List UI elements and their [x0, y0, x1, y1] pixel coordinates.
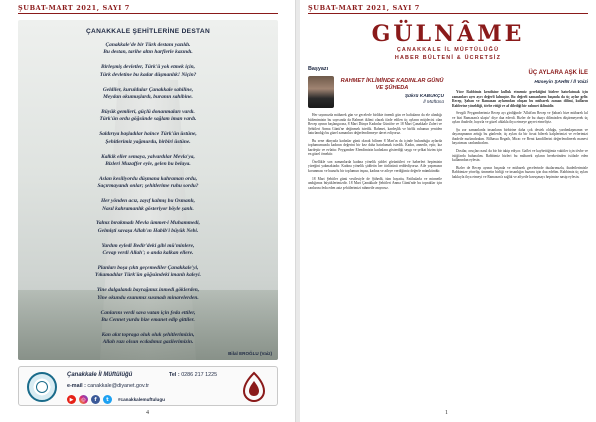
poem-line: Bu destan, tarihe altın harflerle kazındı. [103, 49, 193, 56]
poem-stanza [18, 176, 278, 191]
header-rule [18, 13, 278, 14]
poem-line: Yardım eyledi Bedir'deki gibi mü'minlere, [101, 242, 195, 249]
poem-line: Meydan okumuşlardı, buranın sahibine. [103, 94, 193, 100]
poem-line: Saldırıya başladılar haince Türk'ün üstüne, [99, 131, 197, 138]
poem-line: Birleşmiş devletler, Türk'ü yok etmek için, [101, 64, 195, 71]
poem-line: Yine dalgalandı bayrağımız inmedi göklerden, [96, 287, 200, 294]
poem-line: Yine okundu ezanımız susmadı minarelerden. [97, 294, 199, 301]
poem-stanza [18, 87, 278, 102]
poem-line: Nasıl kahramanlık gösteriyor böyle şanlı. [102, 205, 194, 212]
mufti-office-logo [27, 372, 57, 402]
phone-number[interactable]: 0286 217 1225 [181, 372, 218, 378]
poem-stanza [18, 42, 278, 57]
masthead-subtitle-type: HABER BÜLTENİ & ÜCRETSİZ [394, 55, 502, 61]
poem-stanza [18, 220, 278, 235]
diyanet-logo [239, 371, 269, 403]
poem-line: Geldiler, kuruldular Çanakkale sahiline, [102, 86, 194, 93]
editorial-author-name: Şükrü KABUKÇU [404, 94, 444, 99]
poem-stanza [18, 198, 278, 213]
poem-line: Kalkik eller semaya, yalvardılar Mevla'ya, [101, 153, 195, 160]
poem-stanza [18, 131, 278, 146]
side-article-body [452, 90, 588, 403]
poem-line: Her yönden acız, zayıf kalmış bu Osmanlı, [100, 198, 196, 205]
social-handle[interactable]: #canakkalemuftulugu [118, 397, 165, 402]
email-address[interactable]: canakkale@diyanet.gov.tr [87, 383, 150, 389]
poem-stanza [18, 64, 278, 79]
editorial-tag: Başyazı [308, 66, 329, 72]
article-paragraph: Özellikle son zamanlarda kadına yönelik şiddet görüntüleri ve haberleri hepimizin yüreğini yakmaktadır. Kadına yönelik şiddetin her türlüsünü reddediyoruz. Aile yapımızın korunması ve huzurlu bir toplumun inşası, kadına ve aileye verdiğimiz değerle mümkündür. [308, 159, 442, 174]
poem-stanza [18, 265, 278, 280]
editorial-body [308, 113, 442, 403]
issue-header: ŞUBAT-MART 2021, SAYI 7 [18, 4, 130, 12]
instagram-icon[interactable]: ◎ [79, 395, 88, 404]
poem-author: Bilal EROĞLU (Vaiz) [228, 351, 272, 356]
article-paragraph: Yüce Rabbimiz kendisine kulluk etmemiz gerektiğini bizlere hatırlatmak için zamanları ayrı ayrı değerli kılmıştır. Bu değerli zamanların başında da üç aylar gelir. Recep, Şaban ve Ramazan aylarından oluşan bu mübarek zaman dilimi, kulların Rablerine yöneldiği, tövbe ettiği ve af dilediği bir rahmet iklimidir. [452, 90, 588, 108]
editorial-author-role: İl Müftüsü [423, 100, 444, 105]
poem-stanza [18, 332, 278, 347]
poem-line: Kan akıt topraga oluk oluk şehitlerimizin, [101, 331, 195, 338]
poem-line: Büyük gemileri, güçlü donanmaları vardı. [101, 108, 195, 115]
front-page [300, 0, 596, 422]
email-label: e-mail : [67, 383, 86, 389]
side-article-author: Hüseyin ŞAHİN / İl Vaizi [534, 80, 588, 85]
poem-line: Bizleri Muzaffer eyle, gelen bu belaya. [105, 160, 191, 167]
poem-stanza [18, 109, 278, 124]
contact-panel [18, 366, 278, 406]
poem-line: Saçırmayandı onlar; şehitlerime ruhu sordu? [97, 183, 199, 190]
poem-title: ÇANAKKALE ŞEHİTLERİNE DESTAN [85, 28, 211, 35]
page-number: 1 [445, 410, 448, 416]
editorial-title: RAHMET İKLİMİNDE KADINLAR GÜNÜ VE ŞÜHEDA [340, 78, 444, 91]
poem-panel [18, 20, 278, 360]
poem-stanza [18, 154, 278, 169]
phone-label: Tel : [169, 372, 180, 378]
youtube-icon[interactable]: ▶ [67, 395, 76, 404]
poem-line: Şehitlerimiz yağmurdu, birbiri üstüne. [105, 138, 191, 145]
poem-stanza [18, 243, 278, 258]
poem-stanza [18, 287, 278, 302]
poem-line: Bu Cennet yurdu bize emanet edip gittiler. [101, 317, 195, 323]
newsletter-masthead: GÜLNÂME [371, 21, 525, 47]
poem-line: Canlarını verdi sava vatan için feda ettiler, [100, 309, 196, 316]
contact-org-name: Çanakkale İl Müftülüğü [67, 372, 133, 378]
contact-org [67, 372, 132, 378]
poem-line: Gelmişti savaşa Allah'ın Habib'i büyük Nebi. [97, 227, 199, 234]
contact-phone [169, 372, 217, 378]
social-links [67, 395, 165, 404]
poem-line: Cevap verdi Allah'; o anda kalkan ellere. [102, 250, 194, 257]
back-page [0, 0, 296, 422]
poem-line: Türk'ün ordu göğsünde sağlam iman vardı. [99, 116, 197, 123]
logo-emblem [36, 381, 48, 393]
poem-line: Allah razı olsun ecdadımız gazilerimizin. [102, 339, 194, 346]
article-paragraph: 18 Mart Şehitler günü vesilesiyle de Şühedâ, tüm hayatta, Fatihalarla ve minnetle andığımız büyüklerimizdir. 18 Mart Çanakkale Şehitleri Anma Günü'nde bu topraklar için canlarını feda eden aziz şehitlerimizi rahmetle anıyoruz. [308, 176, 442, 190]
article-paragraph: Sevgili Peygamberimiz Recep ayı girdiğinde 'Allah'ım Recep ve Şaban'ı bize mübarek kıl ve bizi Ramazan'a ulaştır' diye dua ederdi. Bizler de bu duayı dilimizden düşürmeyerek üç ayları ibadetle, hayırla ve güzel ahlakla ihya etmeye gayret etmeliyiz. [452, 111, 588, 125]
issue-header: ŞUBAT-MART 2021, SAYI 7 [308, 4, 420, 12]
poem-line: Çanakkale'de bir Türk destanı yazıldı. [105, 42, 191, 48]
author-photo [308, 76, 334, 108]
page-number: 4 [146, 410, 149, 416]
article-paragraph: Her sayımızda mübarek gün ve gecelerle birlikte önemli gün ve haftaların da ele alındığı bültenimizin bu sayısında da Rahmet iklimi olarak ifade edilen üç ayların müjdecisi olan Recep ayının başlangıcına, 8 Mart Dünya Kadınlar Günü'ne ve 18 Mart Çanakkale Zaferi ve Şehitleri Anma Günü'ne değinmek istedik. Rahmet, kardeşlik ve birlik ruhunun yeniden hatırlandığı bu güzel zamanları değerlendirmeye davet ediyoruz. [308, 113, 442, 136]
poem-line: Yıkamadılar Türk'ün göğsündeki imanlı kaleyi. [95, 272, 201, 279]
article-paragraph: Bizler de Recep ayının başında ve mübarek gecelerinde dualarımızla, ibadetlerimizle Rabbimize yönelip, ümmetin birliği ve insanlığın huzuru için dua edelim. Rabbimiz üç ayları hakkıyla ihya etmeyi ve Ramazan'a sağlık ve afiyetle kavuşmayı hepimize nasip eylesin. [452, 165, 588, 179]
poem-line: Planları boşa çıktı geçemediler Çanakkale'yi, [97, 265, 199, 271]
poem-stanza [18, 310, 278, 325]
facebook-icon[interactable]: f [91, 395, 100, 404]
header-rule [308, 13, 588, 14]
poem-line: Türk devletine bu kadar düşmanlık! Niçin? [99, 71, 197, 78]
article-paragraph: Bu sene dünyada kadınlar günü olarak bilinen 8 Mart'ın da içinde bulunduğu aylarda toplumumuzda kadının değerini bir kez daha hatırlamak istedik. Kadın, annedir, eştir, kız kardeştir ve evlattır. Peygamber Efendimizin kadınlara gösterdiği saygı ve şefkat bizim için en güzel örnektir. [308, 138, 442, 157]
article-paragraph: Dostlar, oruçları nasıl da bir bir takip ediyor. Gaflet ve kaybettiğimiz vakitler için tövbe ve istiğfarda bulunalım. Rabbimiz bizleri bu mübarek ayların bereketinden istifade eden kullarından eylesin. [452, 149, 588, 163]
poem-line: Aslan kesiliyordu düşmana kahraman ordu, [98, 175, 198, 182]
poem-line: Yalnız bırakmadı Mevla ümmet-i Muhammedi, [96, 220, 200, 227]
article-paragraph: Şu zor zamanlarda insanların birbirine daha çok destek olduğu, yardımlaşmanın ve dayanışmanın arttığı bu günlerde, üç ayları da bir fırsat bilerek kalplerimizi ve evlerimizi ibadetle nurlandıralım. Bilhassa Regaib, Mirac ve Berat kandillerini değerlendirerek manevi hayatımızı canlandıralım. [452, 127, 588, 146]
masthead-subtitle-org: ÇANAKKALE İL MÜFTÜLÜĞÜ [396, 47, 500, 53]
editorial-author [340, 94, 444, 106]
side-article-title: ÜÇ AYLARA AŞK İLE [528, 70, 588, 76]
contact-email [67, 383, 149, 389]
twitter-icon[interactable]: t [103, 395, 112, 404]
